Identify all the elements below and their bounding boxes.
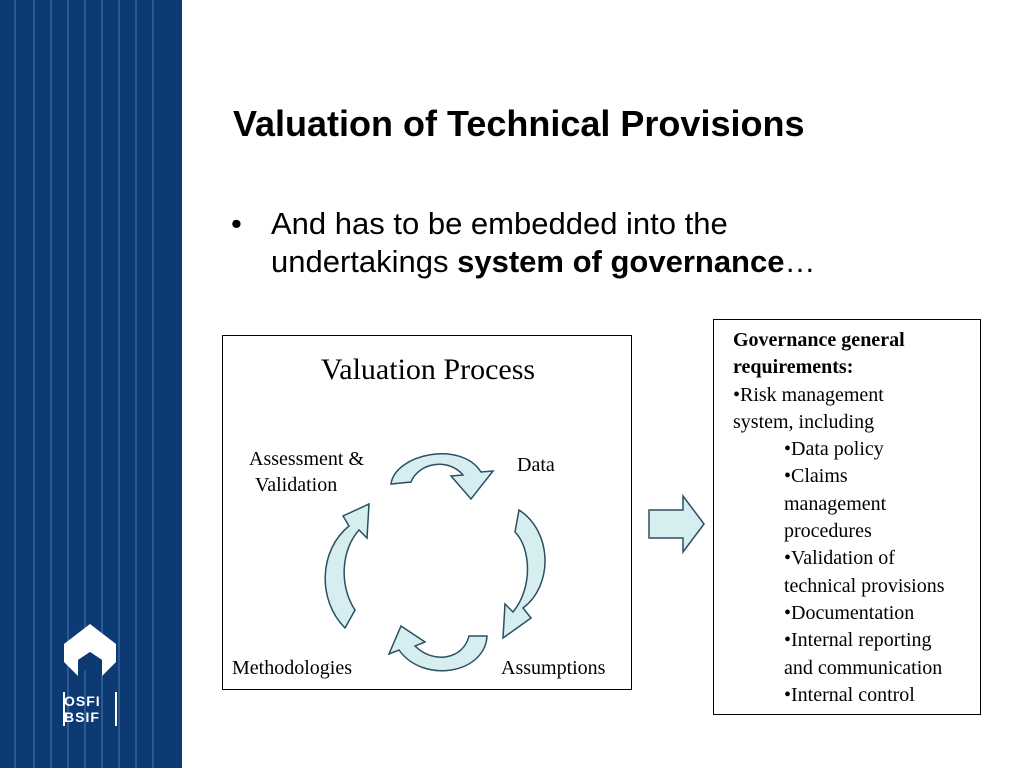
governance-item-line: •Internal control [784,683,915,706]
step-data: Data [517,454,555,476]
governance-list [733,327,978,709]
sidebar-stripe [14,0,16,768]
step-methodologies: Methodologies [232,657,352,679]
osfi-logo-icon [58,622,122,684]
governance-item-internal-reporting [733,627,978,682]
governance-item-line: procedures [784,520,872,543]
sidebar-stripe [33,0,35,768]
right-arrow-icon [647,494,707,554]
logo-wordmark [64,693,124,725]
governance-item-line: •Documentation [784,601,915,624]
governance-item-internal-control [733,682,978,709]
cycle-arrow-right-icon [503,510,545,638]
bullet-marker: • [231,206,242,241]
governance-item-line: management [784,492,887,515]
valuation-process-title: Valuation Process [320,353,536,386]
valuation-process-box [222,335,632,690]
cycle-arrow-top-icon [391,454,493,499]
governance-item-line: and communication [784,656,943,679]
bullet-text-plain: And has to be embedded into the undertakings [271,206,728,279]
governance-risk-line-2: system, including [733,410,875,433]
bullet-text-bold: system of governance [457,244,785,279]
governance-item-documentation [733,600,978,627]
governance-item-line: •Validation of [784,547,895,570]
governance-header-line-1: Governance general [733,329,905,351]
governance-item-line: •Claims [784,465,848,488]
bullet-text-ellipsis: … [784,244,816,279]
bullet-text [271,205,911,281]
sidebar-band [0,0,182,768]
logo-line-1: OSFI [64,693,101,709]
cycle-diagram [223,336,633,691]
governance-item-data-policy [733,436,978,463]
cycle-arrow-bottom-icon [389,626,487,671]
governance-item-line: technical provisions [784,574,945,597]
governance-item-line: •Data policy [784,438,884,461]
governance-risk-line-1: •Risk management [733,383,884,406]
governance-header-line-2: requirements: [733,356,854,379]
governance-requirements-box [713,319,981,715]
governance-item-line: •Internal reporting [784,629,932,652]
logo-line-2: BSIF [64,709,100,725]
sidebar-stripe [50,0,52,768]
governance-item-claims [733,463,978,545]
step-assessment-line-1: Assessment & [249,448,364,470]
sidebar-stripe [152,0,154,768]
step-assessment-line-2: Validation [255,474,338,496]
slide-title: Valuation of Technical Provisions [233,103,805,144]
cycle-arrow-left-icon [325,504,369,628]
step-assumptions: Assumptions [501,657,606,679]
sidebar-stripe [135,0,137,768]
governance-item-validation [733,545,978,600]
